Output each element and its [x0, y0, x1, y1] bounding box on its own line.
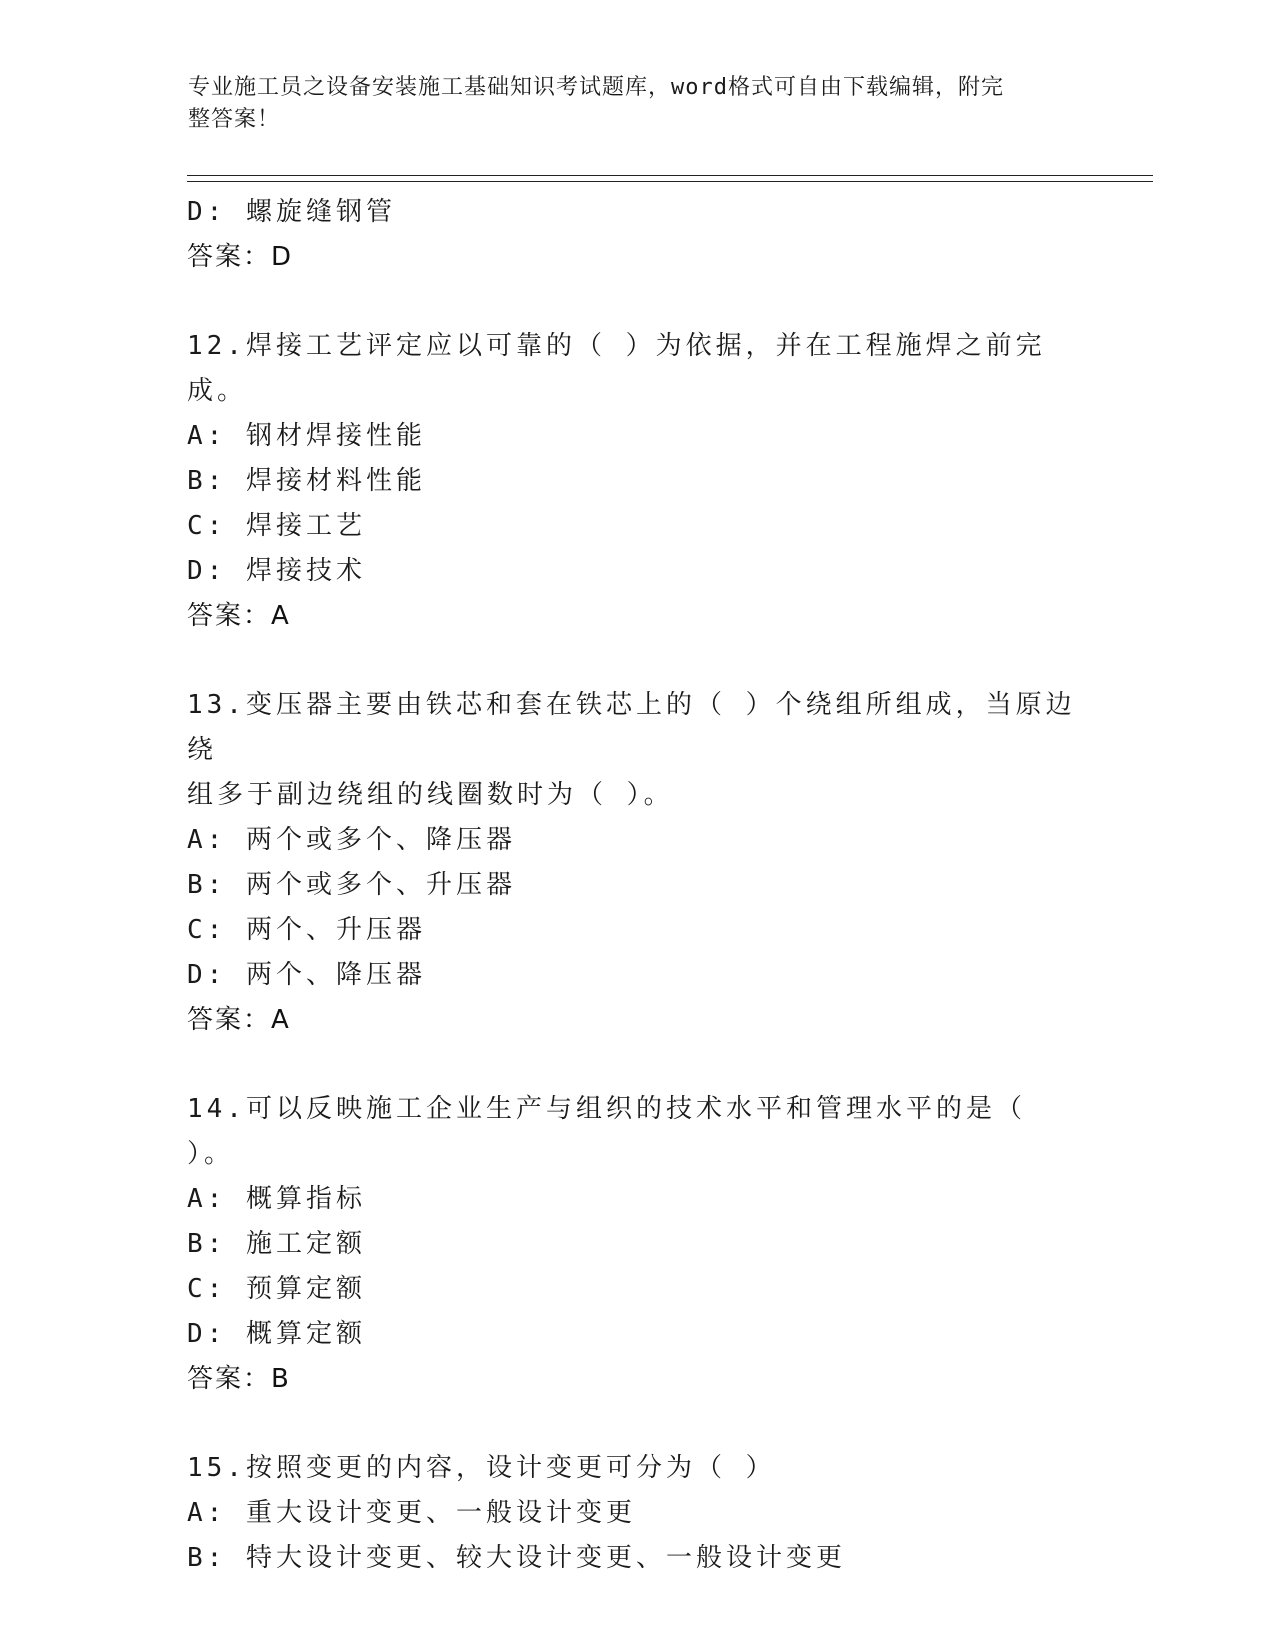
option-c: C: 预算定额 — [187, 1274, 366, 1304]
question-14 — [187, 1087, 1087, 1402]
question-stem-line-2: 组多于副边绕组的线圈数时为（ ）。 — [187, 780, 674, 810]
question-stem: 14.可以反映施工企业生产与组织的技术水平和管理水平的是（ ）。 — [187, 1094, 1026, 1169]
option-a: A: 两个或多个、降压器 — [187, 825, 516, 855]
option-d: D: 两个、降压器 — [187, 960, 426, 990]
question-11-tail — [187, 190, 1087, 280]
option-b: B: 两个或多个、升压器 — [187, 870, 516, 900]
spacer — [187, 280, 1087, 324]
option-d: D: 概算定额 — [187, 1319, 366, 1349]
answer: 答案：A — [187, 601, 291, 631]
question-stem: 12.焊接工艺评定应以可靠的（ ）为依据，并在工程施焊之前完成。 — [187, 331, 1046, 406]
option-b: B: 焊接材料性能 — [187, 466, 426, 496]
option-c: C: 两个、升压器 — [187, 915, 426, 945]
option-d: D: 焊接技术 — [187, 556, 366, 586]
option-c: C: 焊接工艺 — [187, 511, 366, 541]
spacer — [187, 639, 1087, 683]
answer: 答案：D — [187, 242, 294, 272]
answer: 答案：B — [187, 1364, 291, 1394]
header-line-1: 专业施工员之设备安装施工基础知识考试题库，word格式可自由下载编辑，附完 — [188, 75, 1004, 100]
option-b: B: 特大设计变更、较大设计变更、一般设计变更 — [187, 1543, 846, 1573]
header-line-2: 整答案！ — [188, 107, 281, 132]
question-stem-line-1: 13.变压器主要由铁芯和套在铁芯上的（ ）个绕组所组成，当原边绕 — [187, 690, 1076, 765]
document-header — [188, 72, 1068, 136]
spacer — [187, 1043, 1087, 1087]
header-rule-bottom — [187, 181, 1153, 182]
answer: 答案：A — [187, 1005, 291, 1035]
spacer — [187, 1402, 1087, 1446]
question-13 — [187, 683, 1087, 1043]
header-rule-top — [187, 175, 1153, 176]
option-a: A: 概算指标 — [187, 1184, 366, 1214]
question-stem: 15.按照变更的内容，设计变更可分为（ ） — [187, 1453, 776, 1483]
question-15 — [187, 1446, 1087, 1581]
question-list — [187, 190, 1087, 1581]
option-a: A: 钢材焊接性能 — [187, 421, 426, 451]
option-d: D: 螺旋缝钢管 — [187, 197, 396, 227]
option-a: A: 重大设计变更、一般设计变更 — [187, 1498, 636, 1528]
option-b: B: 施工定额 — [187, 1229, 366, 1259]
question-12 — [187, 324, 1087, 639]
